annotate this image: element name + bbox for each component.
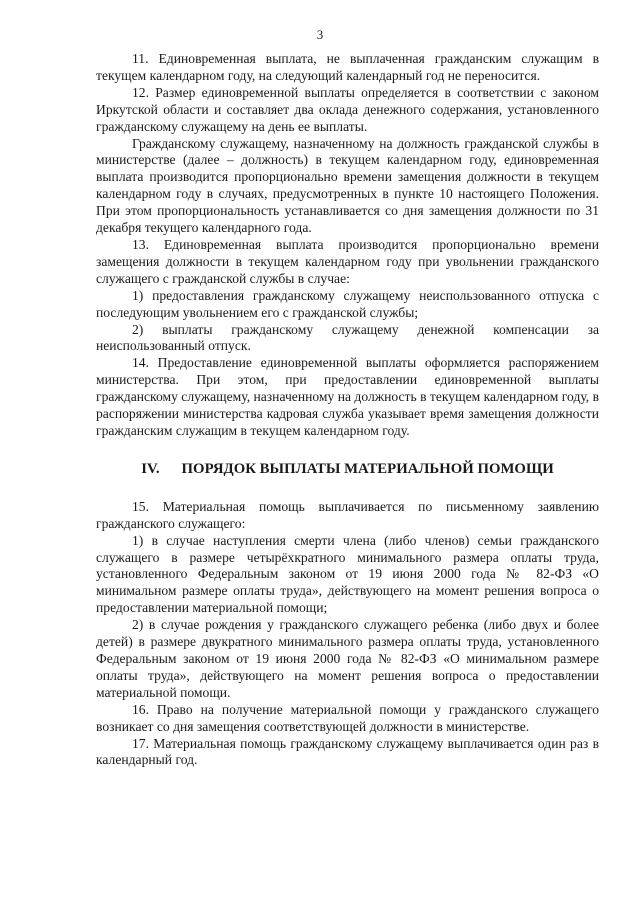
paragraph-13: 13. Единовременная выплата производится пропорционально времени замещения должности в текущем календарном году при увольнении гражданского служащего с гражданской службы в случае: — [96, 236, 599, 286]
paragraph-12: 12. Размер единовременной выплаты определяется в соответствии с законом Иркутской области и составляет два оклада денежного содержания, установленного гражданскому служащему на день ее выплаты. — [96, 84, 599, 134]
paragraph-17: 17. Материальная помощь гражданскому служащему выплачивается один раз в календарный год. — [96, 735, 599, 768]
paragraph-12-continued: Гражданскому служащему, назначенному на должность гражданской службы в министерстве (далее – должность) в текущем календарном году, единовременная выплата производится пропорционально времени замещения должности в текущем календарном году в случаях, предусмотренных в пункте 10 настоящего Положения. При этом пропорциональность устанавливается со дня замещения должности по 31 декабря текущего календарного года. — [96, 135, 599, 236]
paragraph-15: 15. Материальная помощь выплачивается по письменному заявлению гражданского служащего: — [96, 498, 599, 531]
section-title: ПОРЯДОК ВЫПЛАТЫ МАТЕРИАЛЬНОЙ ПОМОЩИ — [181, 460, 554, 477]
section-heading — [96, 460, 599, 478]
paragraph-13-item-1: 1) предоставления гражданскому служащему неиспользованного отпуска с последующим увольнением его с гражданской службы; — [96, 287, 599, 320]
paragraph-11: 11. Единовременная выплата, не выплаченная гражданским служащим в текущем календарном году, на следующий календарный год не переносится. — [96, 51, 599, 83]
paragraph-16: 16. Право на получение материальной помощи у гражданского служащего возникает со дня замещения соответствующей должности в министерстве. — [96, 701, 599, 734]
page-number: 3 — [316, 27, 324, 42]
document-body — [96, 51, 599, 769]
paragraph-13-item-2: 2) выплаты гражданскому служащему денежной компенсации за неиспользованный отпуск. — [96, 321, 599, 354]
paragraph-15-item-1: 1) в случае наступления смерти члена (либо членов) семьи гражданского служащего в размере четырёхкратного минимального размера оплаты труда, установленного Федеральным законом от 19 июня 2000 года № 82-ФЗ «О минимальном размере оплаты труда», действующего на момент решения вопроса о предоставлении материальной помощи; — [96, 532, 599, 616]
section-number: IV. — [141, 460, 160, 477]
paragraph-15-item-2: 2) в случае рождения у гражданского служащего ребенка (либо двух и более детей) в размере двукратного минимального размера оплаты труда, установленного Федеральным законом от 19 июня 2000 года № 82-ФЗ «О минимальном размере оплаты труда», действующего на момент решения вопроса о предоставлении материальной помощи. — [96, 617, 599, 700]
paragraph-14: 14. Предоставление единовременной выплаты оформляется распоряжением министерства. При этом, при предоставлении единовременной выплаты гражданскому служащему, назначенному на должность в текущем календарном году, в распоряжении министерства кадровая служба указывает время замещения должности гражданским служащим в текущем календарном году. — [96, 355, 600, 438]
